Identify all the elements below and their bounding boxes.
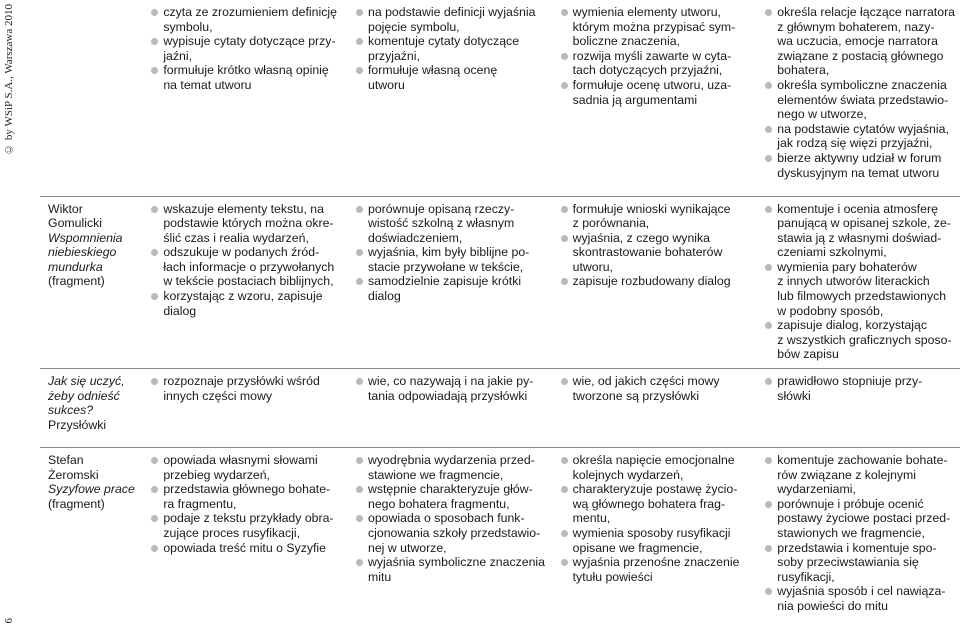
page-margin — [0, 0, 20, 629]
requirement-item: wyjaśnia przenośne znaczenie tytułu powieści — [559, 555, 752, 584]
requirements-level-3 — [551, 369, 756, 448]
requirements-level-1 — [141, 196, 346, 369]
lesson-title: Wspomnienia niebieskiego mundurka — [48, 230, 123, 274]
requirement-list — [763, 374, 956, 403]
requirement-list — [149, 202, 342, 319]
requirements-level-2 — [346, 196, 551, 369]
table-row — [40, 196, 960, 369]
requirements-level-1 — [141, 448, 346, 634]
requirements-level-2 — [346, 0, 551, 196]
requirement-item: określa symboliczne znaczenia elementów świata przedstawio- nego w utworze, — [763, 78, 956, 122]
table-row — [40, 0, 960, 196]
requirement-item: wymienia pary bohaterów z innych utworów literackich lub filmowych przedstawionych w podobny sposób, — [763, 260, 956, 318]
table-row — [40, 448, 960, 634]
requirement-item: samodzielnie zapisuje krótki dialog — [354, 274, 547, 303]
requirement-item: formułuje własną ocenę utworu — [354, 63, 547, 92]
requirement-item: przedstawia i komentuje spo- soby przeciwstawiania się rusyfikacji, — [763, 541, 956, 585]
requirement-item: formułuje wnioski wynikające z porównania, — [559, 202, 752, 231]
requirement-item: wskazuje elementy tekstu, na podstawie których można okre- ślić czas i realia wydarzeń, — [149, 202, 342, 246]
table-row — [40, 369, 960, 448]
requirements-level-4 — [755, 0, 960, 196]
lesson-title: Jak się uczyć, żeby odnieść sukces? — [48, 374, 125, 418]
requirement-item: formułuje ocenę utworu, uza- sadnia ją argumentami — [559, 78, 752, 107]
lesson-title-cell — [40, 0, 141, 196]
requirement-item: wie, od jakich części mowy tworzone są przysłówki — [559, 374, 752, 403]
requirement-item: wymienia sposoby rusyfikacji opisane we fragmencie, — [559, 526, 752, 555]
requirement-item: formułuje krótko własną opinię na temat utworu — [149, 63, 342, 92]
requirement-item: określa relacje łączące narratora z głównym bohaterem, nazy- wa uczucia, emocje narratora związane z postacią głównego bohatera, — [763, 5, 956, 78]
lesson-title: Syzyfowe prace — [48, 482, 135, 497]
lesson-title-cell — [40, 196, 141, 369]
requirement-item: przedstawia głównego bohate- ra fragmentu, — [149, 482, 342, 511]
requirement-item: podaje z tekstu przykłady obra- zujące proces rusyfikacji, — [149, 511, 342, 540]
requirement-list — [559, 453, 752, 584]
requirement-item: wyjaśnia sposób i cel nawiąza- nia powieści do mitu — [763, 584, 956, 613]
lesson-title-cell — [40, 369, 141, 448]
page-number: 6 — [3, 617, 15, 623]
requirements-level-4 — [755, 196, 960, 369]
lesson-author: Wiktor Gomulicki — [48, 201, 102, 231]
requirement-item: czyta ze zrozumieniem definicję symbolu, — [149, 5, 342, 34]
lesson-note: (fragment) — [48, 496, 105, 511]
requirement-item: zapisuje rozbudowany dialog — [559, 274, 752, 289]
requirement-item: na podstawie cytatów wyjaśnia, jak rodzą się więzi przyjaźni, — [763, 122, 956, 151]
lesson-title-cell — [40, 448, 141, 634]
requirement-item: wypisuje cytaty dotyczące przy- jaźni, — [149, 34, 342, 63]
requirement-list — [763, 453, 956, 614]
copyright-note: © by WSiP S.A., Warszawa 2010 — [3, 4, 15, 155]
requirement-item: rozwija myśli zawarte w cyta- tach dotyczących przyjaźni, — [559, 49, 752, 78]
lesson-note: (fragment) — [48, 274, 105, 289]
requirements-level-3 — [551, 196, 756, 369]
requirement-item: wie, co nazywają i na jakie py- tania odpowiadają przysłówki — [354, 374, 547, 403]
requirement-item: określa napięcie emocjonalne kolejnych wydarzeń, — [559, 453, 752, 482]
requirement-item: charakteryzuje postawę życio- wą głównego bohatera frag- mentu, — [559, 482, 752, 526]
requirement-item: rozpoznaje przysłówki wśród innych części mowy — [149, 374, 342, 403]
requirement-item: korzystając z wzoru, zapisuje dialog — [149, 289, 342, 318]
requirement-list — [354, 453, 547, 584]
requirements-level-2 — [346, 448, 551, 634]
requirement-item: komentuje zachowanie bohate- rów związane z kolejnymi wydarzeniami, — [763, 453, 956, 497]
requirement-item: wyodrębnia wydarzenia przed- stawione we fragmencie, — [354, 453, 547, 482]
requirement-item: odszukuje w podanych źród- łach informacje o przywołanych w tekście postaciach biblijnych, — [149, 245, 342, 289]
requirement-list — [149, 374, 342, 403]
requirements-level-3 — [551, 448, 756, 634]
requirement-list — [559, 5, 752, 107]
requirement-item: komentuje i ocenia atmosferę panującą w opisanej szkole, ze- stawia ją z własnymi doświad- czeniami szkolnymi, — [763, 202, 956, 260]
requirement-item: wymienia elementy utworu, którym można przypisać sym- boliczne znaczenia, — [559, 5, 752, 49]
requirement-item: wyjaśnia symboliczne znaczenia mitu — [354, 555, 547, 584]
requirement-item: prawidłowo stopniuje przy- słówki — [763, 374, 956, 403]
lesson-author: Stefan Żeromski — [48, 453, 99, 482]
requirement-list — [763, 202, 956, 363]
lesson-note: Przysłówki — [48, 417, 107, 432]
requirement-item: opowiada o sposobach funk- cjonowania szkoły przedstawio- nej w utworze, — [354, 511, 547, 555]
requirement-list — [149, 453, 342, 555]
requirement-item: porównuje opisaną rzeczy- wistość szkolną z własnym doświadczeniem, — [354, 202, 547, 246]
requirements-level-3 — [551, 0, 756, 196]
requirement-item: wyjaśnia, z czego wynika skontrastowanie bohaterów utworu, — [559, 231, 752, 275]
requirement-list — [559, 202, 752, 290]
requirement-list — [354, 202, 547, 304]
requirements-level-1 — [141, 369, 346, 448]
requirements-level-2 — [346, 369, 551, 448]
requirement-item: opowiada treść mitu o Syzyfie — [149, 541, 342, 556]
requirement-item: porównuje i próbuje ocenić postawy życiowe postaci przed- stawionych we fragmencie, — [763, 497, 956, 541]
requirements-level-1 — [141, 0, 346, 196]
requirement-item: zapisuje dialog, korzystając z wszystkich graficznych sposo- bów zapisu — [763, 318, 956, 362]
requirement-list — [763, 5, 956, 180]
requirements-table — [40, 0, 960, 634]
requirement-item: na podstawie definicji wyjaśnia pojęcie symbolu, — [354, 5, 547, 34]
requirement-list — [559, 374, 752, 403]
requirement-item: komentuje cytaty dotyczące przyjaźni, — [354, 34, 547, 63]
requirement-list — [149, 5, 342, 93]
requirement-item: wstępnie charakteryzuje głów- nego bohatera fragmentu, — [354, 482, 547, 511]
requirement-list — [354, 374, 547, 403]
requirement-item: wyjaśnia, kim były biblijne po- stacie przywołane w tekście, — [354, 245, 547, 274]
requirement-item: opowiada własnymi słowami przebieg wydarzeń, — [149, 453, 342, 482]
requirements-level-4 — [755, 448, 960, 634]
requirements-level-4 — [755, 369, 960, 448]
requirement-list — [354, 5, 547, 93]
requirement-item: bierze aktywny udział w forum dyskusyjnym na temat utworu — [763, 151, 956, 180]
